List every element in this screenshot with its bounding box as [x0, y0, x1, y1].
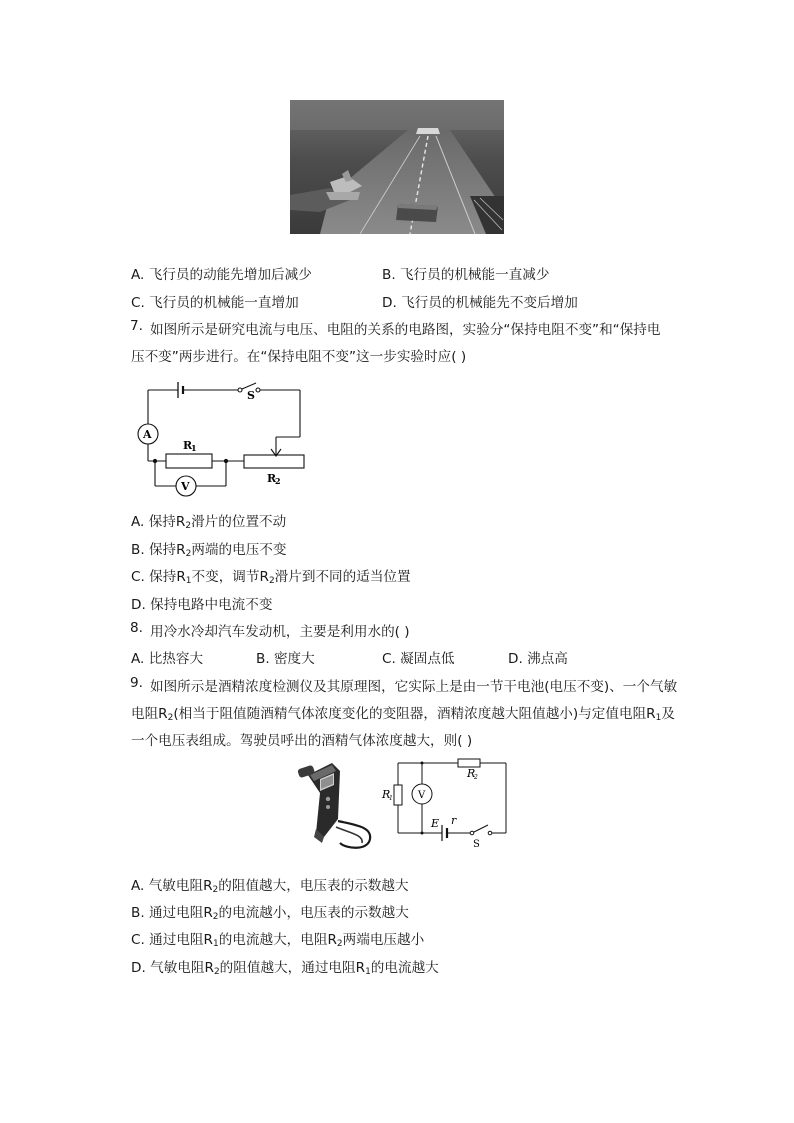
q9-switch-label: S [473, 839, 480, 849]
q7-switch-label: S [247, 389, 255, 402]
q7-r2-label: R [267, 472, 277, 485]
q8-number: 8. [130, 620, 143, 636]
q6-option-d: D. 飞行员的机械能先不变后增加 [382, 295, 578, 311]
carrier-deck-photo [290, 100, 504, 234]
q6-option-c: C. 飞行员的机械能一直增加 [131, 295, 299, 311]
q9-stem-line2: 电阻$R_2$(相当于阻值随酒精气体浓度变化的变阻器，酒精浓度越大阻值越小)与定值电阻$R_1$及 [131, 706, 675, 723]
q8-option-a: A. 比热容大 [131, 651, 204, 667]
q9-r1-sub: 1 [389, 795, 393, 802]
q7-option-a: A. 保持$R_2$滑片的位置不动 [131, 514, 287, 531]
q7-stem-line1: 如图所示是研究电流与电压、电阻的关系的电路图，实验分“保持电阻不变”和“保持电 [150, 322, 661, 338]
q7-circuit-diagram [130, 372, 310, 498]
q7-voltmeter-label: V [181, 480, 190, 493]
q9-voltmeter-label: V [418, 790, 426, 801]
q7-option-c: C. 保持$R_1$不变，调节$R_2$滑片到不同的适当位置 [131, 569, 411, 586]
q9-option-d: D. 气敏电阻$R_2$的阻值越大，通过电阻$R_1$的电流越大 [131, 960, 439, 977]
q7-ammeter-label: A [143, 428, 152, 441]
q6-option-a: A. 飞行员的动能先增加后减少 [131, 267, 312, 283]
q9-stem-line3: 一个电压表组成。驾驶员呼出的酒精气体浓度越大，则( ) [131, 733, 473, 749]
q8-stem: 用冷水冷却汽车发动机，主要是利用水的( ) [150, 624, 410, 640]
q9-number: 9. [130, 675, 143, 691]
q9-circuit-diagram [378, 757, 510, 849]
q9-internal-resistance-label: r [451, 814, 457, 827]
q7-number: 7. [130, 318, 143, 334]
q7-stem-line2: 压不变”两步进行。在“保持电阻不变”这一步实验时应( ) [131, 349, 467, 365]
q6-option-b: B. 飞行员的机械能一直减少 [382, 267, 550, 283]
q8-option-d: D. 沸点高 [508, 651, 568, 667]
q9-option-a: A. 气敏电阻$R_2$的阻值越大，电压表的示数越大 [131, 878, 409, 895]
q9-emf-label: E [431, 817, 440, 830]
q9-r2-sub: 2 [474, 774, 478, 781]
carrier-deck-illustration [290, 100, 504, 234]
breathalyzer-illustration [286, 757, 378, 857]
q8-option-b: B. 密度大 [256, 651, 315, 667]
q9-stem-line1: 如图所示是酒精浓度检测仪及其原理图，它实际上是由一节干电池(电压不变)、一个气敏 [150, 679, 678, 695]
q7-r1-sub: 1 [191, 443, 197, 453]
q9-r1-label: R [382, 788, 391, 801]
q7-r2-sub: 2 [275, 476, 281, 486]
q8-option-c: C. 凝固点低 [382, 651, 455, 667]
q9-r2-label: R [467, 767, 476, 780]
q9-option-b: B. 通过电阻$R_2$的电流越小，电压表的示数越大 [131, 905, 409, 922]
q7-option-b: B. 保持$R_2$两端的电压不变 [131, 542, 287, 559]
q7-option-d: D. 保持电路中电流不变 [131, 597, 273, 613]
q9-option-c: C. 通过电阻$R_1$的电流越大，电阻$R_2$两端电压越小 [131, 932, 425, 949]
q7-r1-label: R [183, 439, 193, 452]
